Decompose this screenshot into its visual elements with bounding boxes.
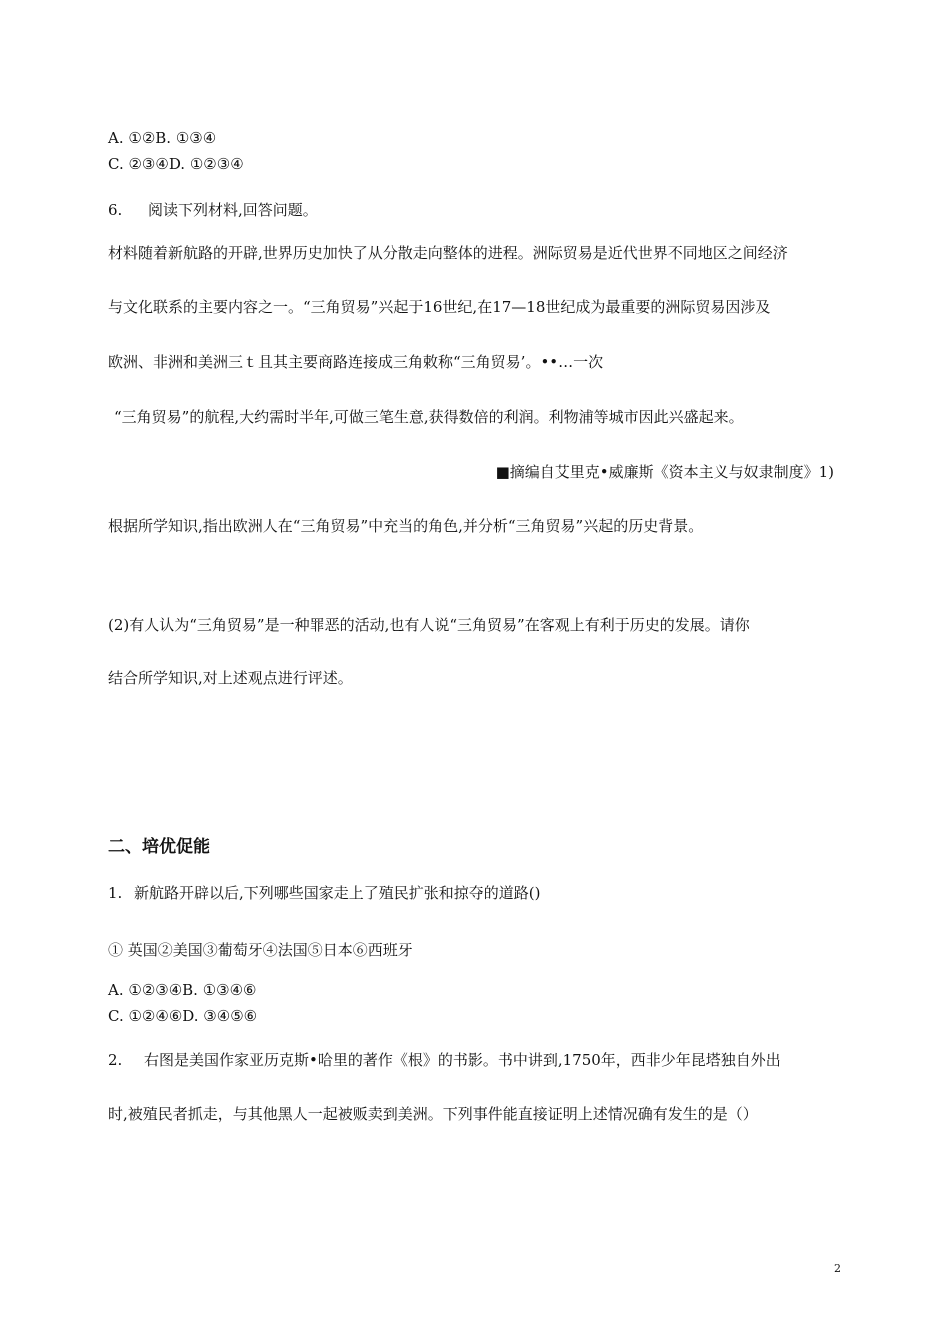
material-line-1: 材料随着新航路的开辟,世界历史加快了从分散走向整体的进程。洲际贸易是近代世界不同地区之间经济 (108, 244, 788, 262)
section2-q1-options-2: C. ①②④⑥D. ③④⑤⑥ (108, 1007, 258, 1025)
question-number: 1. (108, 884, 123, 902)
question-number: 2. (108, 1051, 123, 1069)
section2-question-2 (108, 1049, 781, 1071)
q5-option-line-2: C. ②③④D. ①②③④ (108, 155, 244, 173)
section2-question-1 (108, 882, 540, 904)
material-line-3: 欧洲、非洲和美洲三ｔ且其主要商路连接成三角敕称“三角贸易’。••…一次 (108, 353, 604, 371)
material-source: ■摘编自艾里克•威廉斯《资本主义与奴隶制度》1) (495, 463, 834, 481)
section2-q1-choices: ① 英国②美国③葡萄牙④法国⑤日本⑥西班牙 (108, 941, 413, 959)
section2-q1-options-1: A. ①②③④B. ①③④⑥ (108, 981, 257, 999)
section-heading: 二、培优促能 (108, 837, 210, 857)
sub-question-2-line-2: 结合所学知识,对上述观点进行评述。 (108, 669, 353, 687)
page-number: 2 (834, 1262, 841, 1275)
question-text: 右图是美国作家亚历克斯•哈里的著作《根》的书影。书中讲到,1750年，西非少年昆塔独自外出 (144, 1051, 781, 1069)
question-number: 6. (108, 201, 123, 219)
sub-question-2-line-1: (2)有人认为“三角贸易”是一种罪恶的活动,也有人说“三角贸易”在客观上有利于历史的发展。请你 (108, 616, 750, 634)
material-line-4: “三角贸易”的航程,大约需时半年,可做三笔生意,获得数倍的利润。利物浦等城市因此兴盛起来。 (114, 408, 744, 426)
question-6-header (108, 199, 318, 221)
sub-question-1: 根据所学知识,指出欧洲人在“三角贸易”中充当的角色,并分析“三角贸易”兴起的历史背景。 (108, 517, 704, 535)
question-prompt: 阅读下列材料,回答问题。 (148, 201, 318, 219)
section2-q2-line-2: 时,被殖民者抓走，与其他黑人一起被贩卖到美洲。下列事件能直接证明上述情况确有发生的是（） (108, 1105, 758, 1123)
question-text: 新航路开辟以后,下列哪些国家走上了殖民扩张和掠夺的道路() (134, 884, 541, 902)
q5-option-line-1: A. ①②B. ①③④ (108, 129, 217, 147)
material-line-2: 与文化联系的主要内容之一。“三角贸易”兴起于16世纪,在17—18世纪成为最重要的洲际贸易因涉及 (108, 298, 771, 316)
